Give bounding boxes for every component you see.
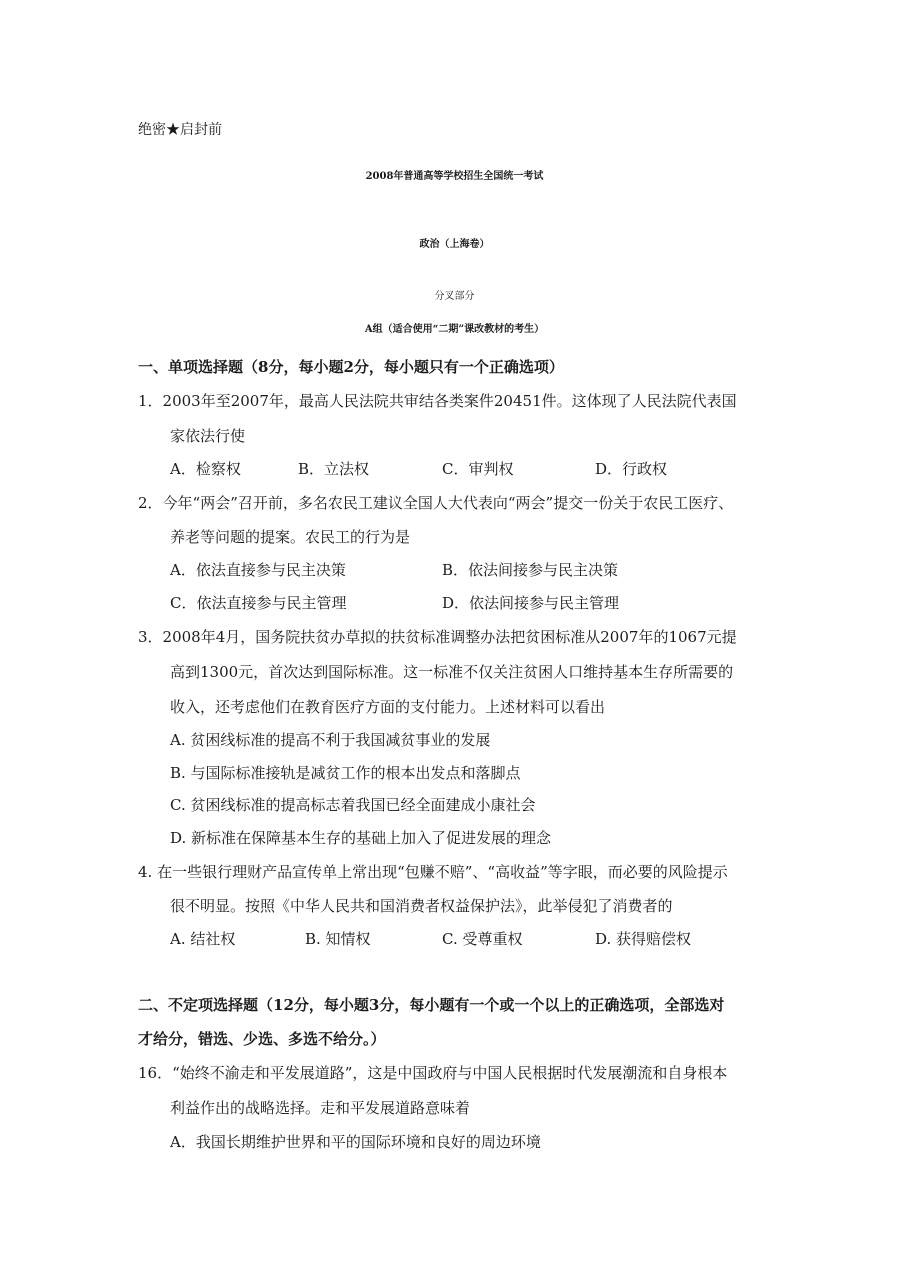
part-title: 分叉部分 <box>434 291 475 302</box>
q2-stem-line1: 2．今年“两会”召开前，多名农民工建议全国人大代表向“两会”提交一份关于农民工医疗、 <box>138 494 734 512</box>
q2-stem-line2: 养老等问题的提案。农民工的行为是 <box>170 528 411 546</box>
q3-stem-line1: 3．2008年4月，国务院扶贫办草拟的扶贫标准调整办法把贫困标准从2007年的1067元提 <box>138 628 737 646</box>
q1-stem-line2: 家依法行使 <box>170 427 246 445</box>
q4-stem-line1: 4. 在一些银行理财产品宣传单上常出现“包赚不赔”、“高收益”等字眼，而必要的风险提示 <box>138 863 728 881</box>
q1-option-c: C．审判权 <box>442 460 514 478</box>
subject-title: 政治（上海卷） <box>419 239 490 250</box>
q16-option-a: A．我国长期维护世界和平的国际环境和良好的周边环境 <box>170 1133 541 1151</box>
exam-title: 2008年普通高等学校招生全国统一考试 <box>365 171 544 182</box>
q2-option-a: A．依法直接参与民主决策 <box>170 561 346 579</box>
q3-stem-line2: 高到1300元，首次达到国际标准。这一标准不仅关注贫困人口维持基本生存所需要的 <box>170 663 734 681</box>
q1-option-b: B．立法权 <box>298 460 370 478</box>
q4-option-a: A. 结社权 <box>170 930 236 948</box>
q3-option-a: A. 贫困线标准的提高不利于我国减贫事业的发展 <box>170 731 491 749</box>
q4-stem-line2: 很不明显。按照《中华人民共和国消费者权益保护法》，此举侵犯了消费者的 <box>170 897 673 915</box>
section2-heading-line1: 二、不定项选择题（12分，每小题3分，每小题有一个或一个以上的正确选项，全部选对 <box>138 996 725 1014</box>
q4-option-d: D. 获得赔偿权 <box>595 930 692 948</box>
group-title: A组（适合使用“二期”课改教材的考生） <box>364 324 545 335</box>
section2-heading-line2: 才给分，错选、少选、多选不给分。） <box>138 1030 386 1048</box>
q1-option-d: D．行政权 <box>595 460 668 478</box>
section1-heading: 一、单项选择题（8分，每小题2分，每小题只有一个正确选项） <box>138 358 564 376</box>
q3-stem-line3: 收入，还考虑他们在教育医疗方面的支付能力。上述材料可以看出 <box>170 698 606 716</box>
q4-option-b: B. 知情权 <box>305 930 371 948</box>
q2-option-d: D．依法间接参与民主管理 <box>442 594 620 612</box>
q2-option-c: C．依法直接参与民主管理 <box>170 594 347 612</box>
q2-option-b: B．依法间接参与民主决策 <box>442 561 619 579</box>
q1-stem-line1: 1．2003年至2007年，最高人民法院共审结各类案件20451件。这体现了人民法院代表国 <box>138 392 737 410</box>
confidential-mark: 绝密★启封前 <box>138 122 222 138</box>
q16-stem-line2: 利益作出的战略选择。走和平发展道路意味着 <box>170 1099 471 1117</box>
q4-option-c: C. 受尊重权 <box>442 930 523 948</box>
q3-option-b: B. 与国际标准接轨是减贫工作的根本出发点和落脚点 <box>170 764 521 782</box>
q1-option-a: A．检察权 <box>170 460 241 478</box>
q3-option-c: C. 贫困线标准的提高标志着我国已经全面建成小康社会 <box>170 796 536 814</box>
q3-option-d: D. 新标准在保障基本生存的基础上加入了促进发展的理念 <box>170 829 552 847</box>
q16-stem-line1: 16．“始终不渝走和平发展道路”，这是中国政府与中国人民根据时代发展潮流和自身根本 <box>138 1064 728 1082</box>
